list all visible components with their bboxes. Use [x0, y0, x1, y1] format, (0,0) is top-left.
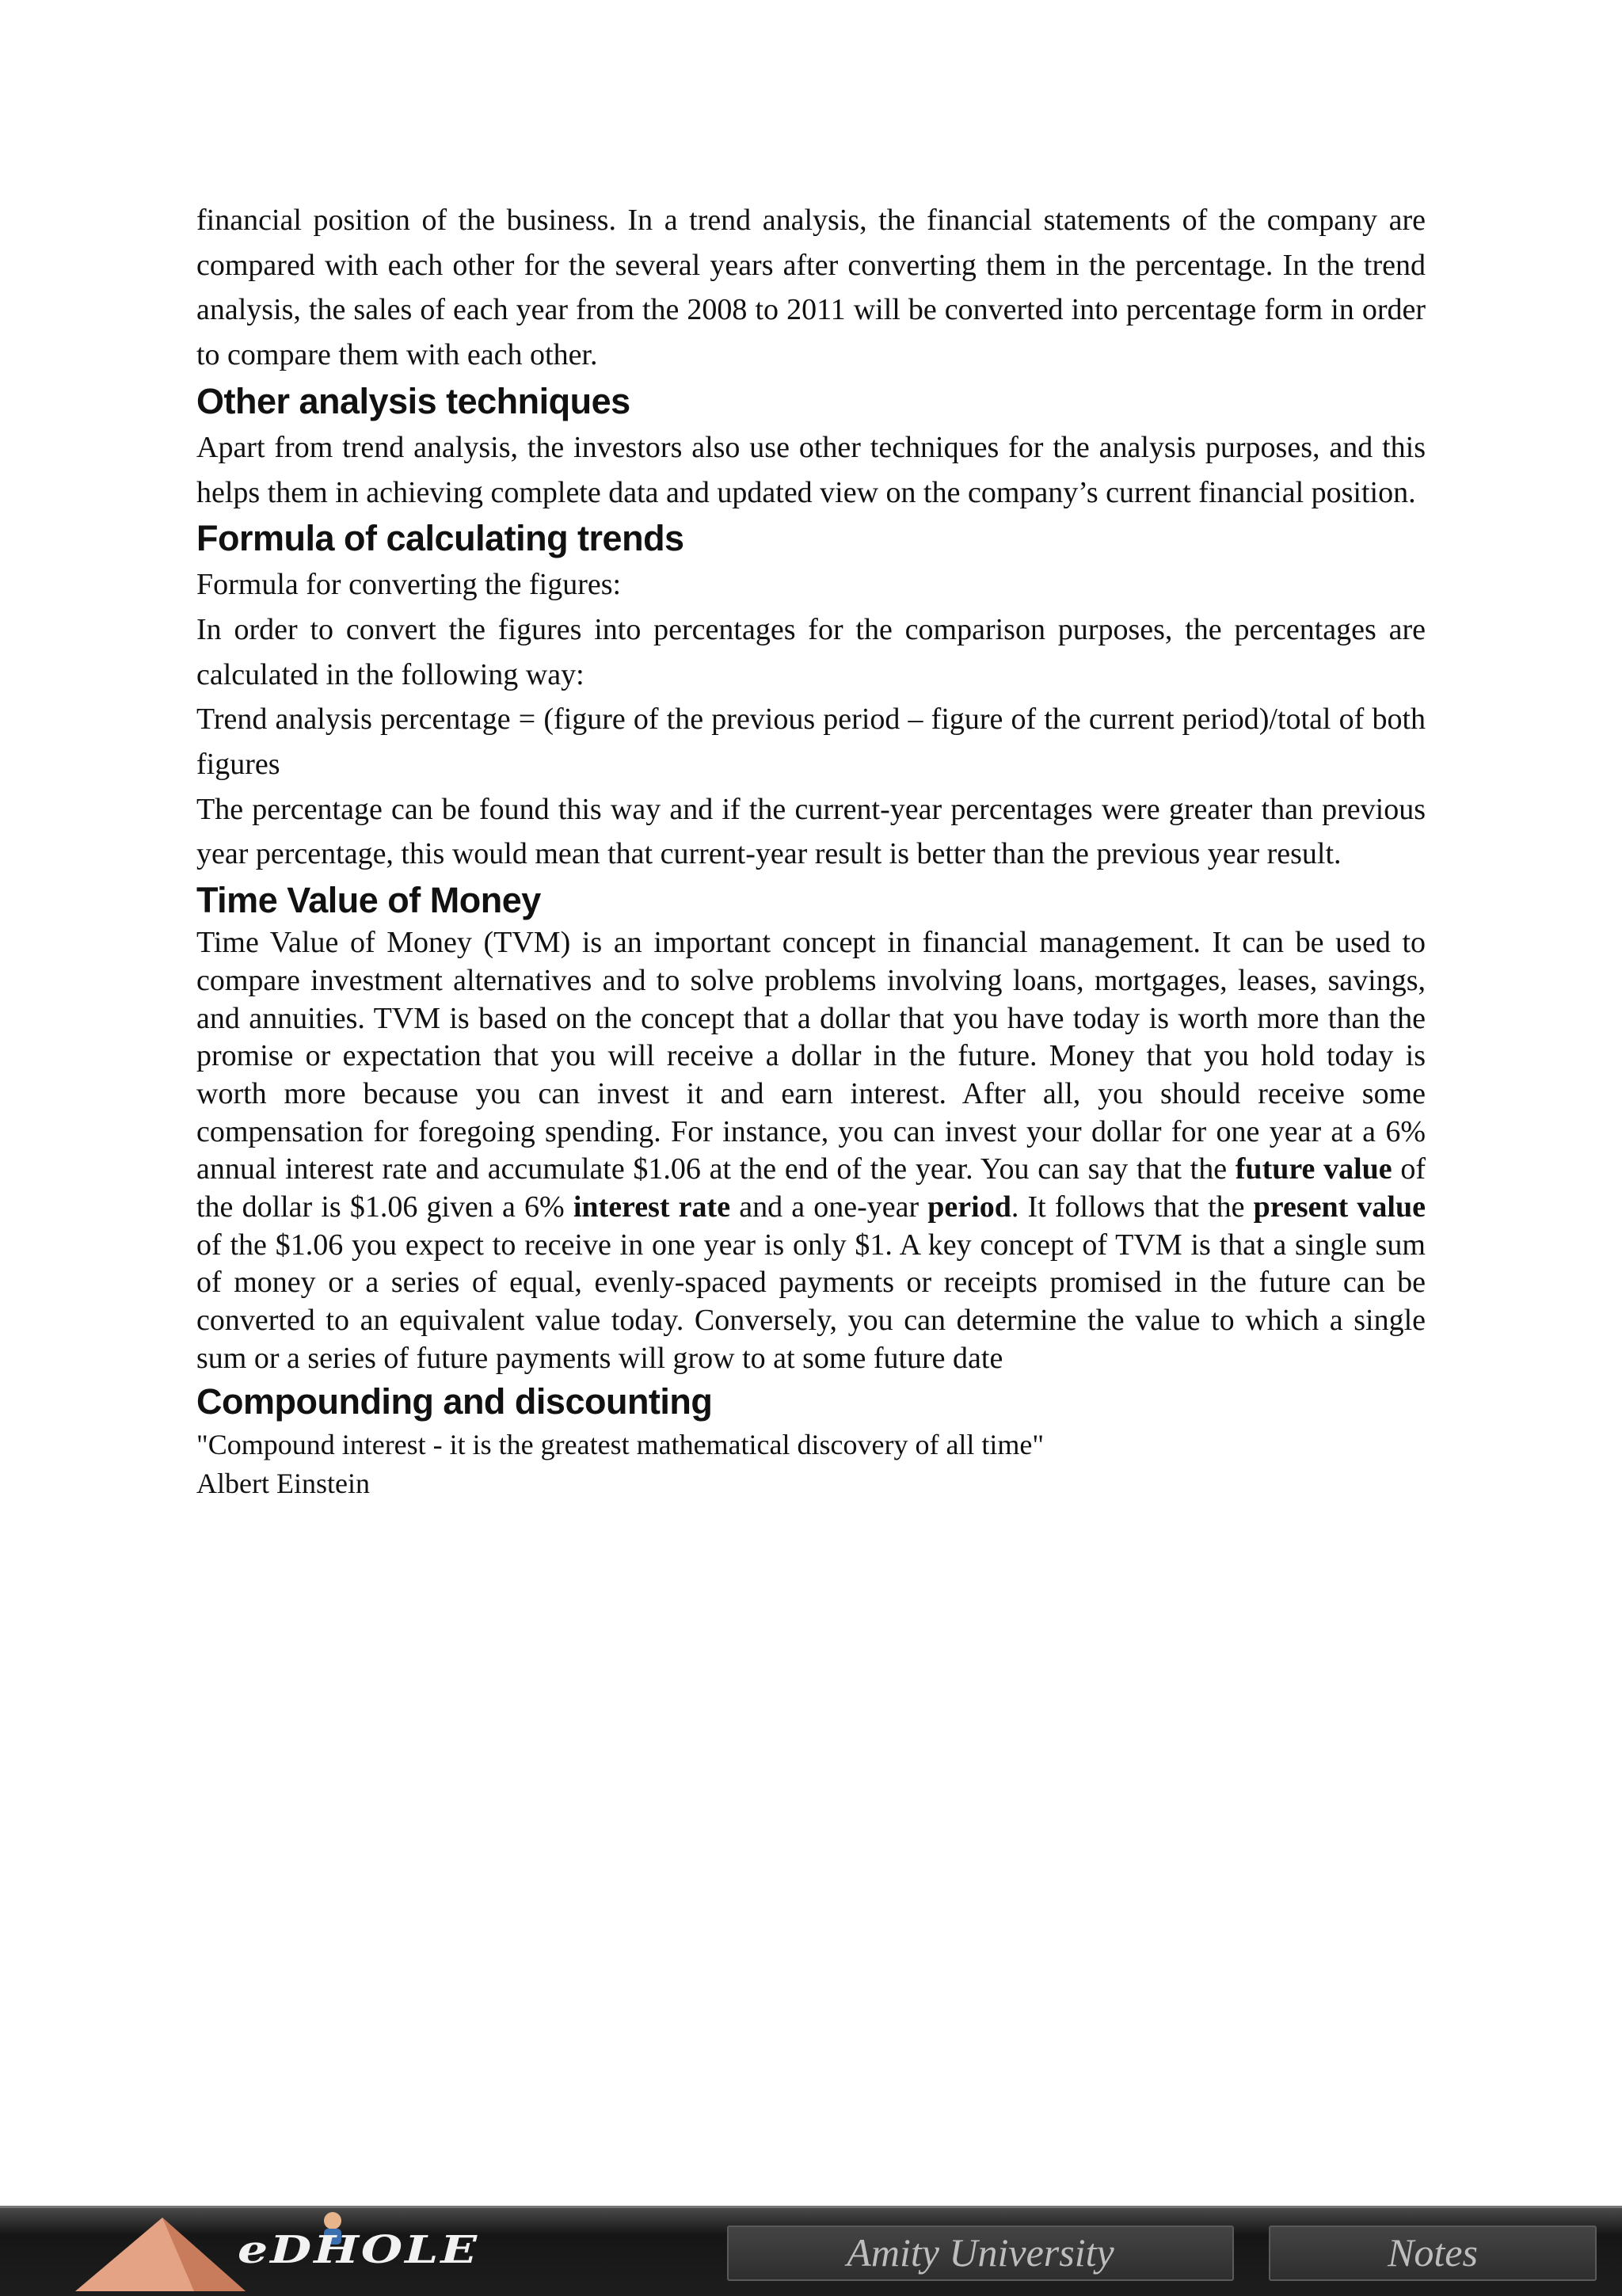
term-future-value: future value	[1235, 1152, 1392, 1186]
quote-author: Albert Einstein	[196, 1467, 370, 1499]
footer-banner	[0, 2206, 1622, 2296]
other-analysis-paragraph: Apart from trend analysis, the investors also use other techniques for the analysis purposes, and this helps them in achieving complete data and updated view on the company’s current financial position.	[196, 430, 1426, 509]
tvm-paragraph: Time Value of Money (TVM) is an important concept in financial management. It can be used to compare investment alternatives and to solve problems involving loans, mortgages, leases, savings, and annuities. TVM is based on the concept that a dollar that you have today is worth more than the promise or expectation that you will receive a dollar in the future. Money that you hold today is worth more because you can invest it and earn interest. After all, you should receive some compensation for foregoing spending. For instance, you can invest your dollar for one year at a 6% annual interest rate and accumulate $1.06 at the end of the year. You can say that the future value of the dollar is $1.06 given a 6% interest rate and a one-year period. It follows that the present value of the $1.06 you expect to receive in one year is only $1. A key concept of TVM is that a single sum of money or a series of equal, evenly-spaced payments or receipts promised in the future can be converted to an equivalent value today. Conversely, you can determine the value to which a single sum or a series of future payments will grow to at some future date	[196, 926, 1426, 1375]
intro-paragraph: financial position of the business. In a trend analysis, the financial statements of the company are compared with each other for the several years after converting them in the percentage. In the trend analysis, the sales of each year from the 2008 to 2011 will be converted into percentage form in order to compare them with each other.	[196, 204, 1426, 372]
term-period: period	[927, 1190, 1011, 1224]
term-interest-rate: interest rate	[573, 1190, 731, 1224]
term-present-value: present value	[1253, 1190, 1426, 1224]
university-label: Amity University	[727, 2226, 1234, 2281]
heading-formula: Formula of calculating trends	[196, 518, 684, 559]
notes-label: Notes	[1269, 2226, 1597, 2281]
edhole-logo: eDHOLE	[238, 2228, 480, 2272]
heading-tvm: Time Value of Money	[196, 880, 541, 921]
heading-other-analysis: Other analysis techniques	[196, 380, 630, 421]
pyramid-logo-icon	[75, 2208, 249, 2296]
formula-line-3: Trend analysis percentage = (figure of the previous period – figure of the current period)/total of both figures	[196, 703, 1426, 782]
einstein-quote: "Compound interest - it is the greatest mathematical discovery of all time"	[196, 1428, 1045, 1460]
heading-compounding: Compounding and discounting	[196, 1380, 713, 1422]
formula-line-2: In order to convert the figures into percentages for the comparison purposes, the percentages are calculated in the following way:	[196, 612, 1426, 691]
formula-line-1: Formula for converting the figures:	[196, 568, 622, 602]
document-body	[196, 198, 1426, 1503]
formula-line-4: The percentage can be found this way and if the current-year percentages were greater than previous year percentage, this would mean that current-year result is better than the previous year result.	[196, 792, 1426, 871]
